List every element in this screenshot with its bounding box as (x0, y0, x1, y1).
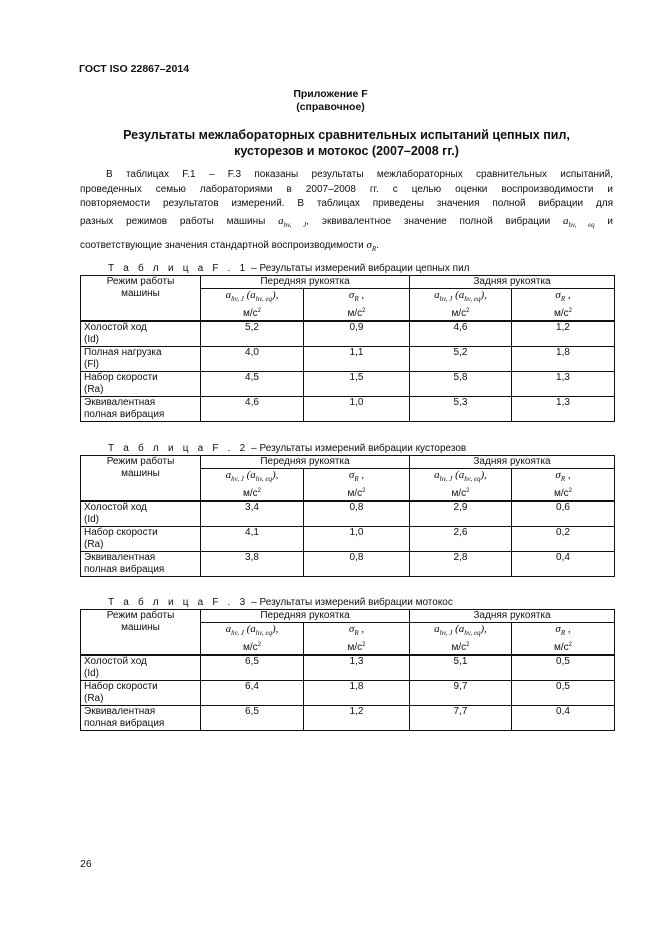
row-value: 1,0 (304, 527, 410, 552)
row-value: 1,2 (512, 321, 615, 347)
row-value: 5,2 (201, 321, 304, 347)
front-a-header: $a_{hv, J}$ $(a_{hv, eq})$, $м/с^2$ (201, 623, 304, 656)
front-sigma-header: $\sigma_R$ , $м/с^2$ (304, 469, 410, 502)
results-table (80, 609, 615, 731)
para-line-5: соответствующие значения стандартной воспроизводимости $\sigma_R$. (80, 239, 379, 254)
table-caption (108, 597, 453, 608)
table-row (81, 372, 615, 397)
table-row (81, 347, 615, 372)
table-label: Т а б л и ц а F . 2 (108, 443, 249, 454)
row-mode: Эквивалентная полная вибрация (81, 706, 201, 731)
front-sigma-header: $\sigma_R$ , $м/с^2$ (304, 289, 410, 322)
row-mode: Эквивалентная полная вибрация (81, 397, 201, 422)
table-caption (108, 443, 466, 454)
row-mode: Набор скорости (Ra) (81, 372, 201, 397)
row-value: 6,5 (201, 655, 304, 681)
row-value: 9,7 (410, 681, 512, 706)
para-line-3: повторяемости результатов измерений. В таблицах приведены значения полной вибрации для (80, 198, 613, 209)
table-caption-text: – Результаты измерений вибрации цепных пил (251, 263, 470, 274)
table-row (81, 681, 615, 706)
row-value: 2,9 (410, 501, 512, 527)
row-value: 5,2 (410, 347, 512, 372)
intro-paragraph (80, 168, 613, 257)
row-value: 0,8 (304, 501, 410, 527)
row-value: 0,8 (304, 552, 410, 577)
rear-handle-header: Задняя рукоятка (410, 610, 615, 623)
row-mode: Набор скорости (Ra) (81, 527, 201, 552)
page-number: 26 (80, 858, 92, 870)
row-value: 1,1 (304, 347, 410, 372)
table-row (81, 706, 615, 731)
front-a-header: $a_{hv, J}$ $(a_{hv, eq})$, $м/с^2$ (201, 469, 304, 502)
rear-handle-header: Задняя рукоятка (410, 276, 615, 289)
front-handle-header: Передняя рукоятка (201, 610, 410, 623)
row-value: 4,0 (201, 347, 304, 372)
row-value: 7,7 (410, 706, 512, 731)
para-line-1: В таблицах F.1 – F.3 показаны результаты межлабораторных сравнительных испытаний, (106, 169, 613, 180)
rear-a-header: $a_{hv, J}$ $(a_{hv, eq})$, $м/с^2$ (410, 289, 512, 322)
row-value: 3,8 (201, 552, 304, 577)
title-line-1: Результаты межлабораторных сравнительных испытаний цепных пил, (123, 128, 570, 142)
front-sigma-header: $\sigma_R$ , $м/с^2$ (304, 623, 410, 656)
front-handle-header: Передняя рукоятка (201, 276, 410, 289)
standard-header: ГОСТ ISO 22867–2014 (79, 63, 190, 75)
para-line-5a: соответствующие значения стандартной воспроизводимости (80, 240, 364, 252)
row-value: 1,3 (512, 372, 615, 397)
row-value: 4,1 (201, 527, 304, 552)
para-line-2: проведенных семью лабораториями в 2007–2008 гг. с целью оценки воспроизводимости и (80, 183, 613, 195)
row-value: 1,3 (304, 655, 410, 681)
row-value: 1,5 (304, 372, 410, 397)
row-value: 4,6 (201, 397, 304, 422)
row-value: 4,5 (201, 372, 304, 397)
table-label: Т а б л и ц а F . 3 (108, 597, 249, 608)
row-value: 0,6 (512, 501, 615, 527)
row-value: 1,2 (304, 706, 410, 731)
row-mode: Эквивалентная полная вибрация (81, 552, 201, 577)
row-value: 1,3 (512, 397, 615, 422)
row-value: 5,3 (410, 397, 512, 422)
table-label: Т а б л и ц а F . 1 (108, 263, 249, 274)
mode-header: Режим работы машины (81, 456, 201, 502)
row-value: 1,0 (304, 397, 410, 422)
row-value: 2,8 (410, 552, 512, 577)
table-row (81, 397, 615, 422)
row-mode: Полная нагрузка (Fl) (81, 347, 201, 372)
row-value: 3,4 (201, 501, 304, 527)
para-line-4b: , эквивалентное значение полной вибрации (306, 215, 551, 227)
annex-title: Приложение F (293, 88, 368, 100)
para-line-4 (80, 214, 613, 233)
row-value: 6,4 (201, 681, 304, 706)
row-value: 1,8 (304, 681, 410, 706)
document-title (80, 127, 613, 159)
front-handle-header: Передняя рукоятка (201, 456, 410, 469)
table-row (81, 321, 615, 347)
rear-sigma-header: $\sigma_R$ , $м/с^2$ (512, 623, 615, 656)
results-table (80, 275, 615, 422)
mode-header: Режим работы машины (81, 610, 201, 656)
row-value: 0,5 (512, 681, 615, 706)
sigma-r-symbol: $\sigma_R$ (366, 239, 377, 254)
rear-sigma-header: $\sigma_R$ , $м/с^2$ (512, 469, 615, 502)
para-line-4c: и (607, 215, 614, 227)
rear-handle-header: Задняя рукоятка (410, 456, 615, 469)
annex-heading (0, 88, 661, 114)
row-value: 4,6 (410, 321, 512, 347)
row-mode: Холостой ход (Id) (81, 501, 201, 527)
table-caption-text: – Результаты измерений вибрации мотокос (251, 597, 453, 608)
results-table (80, 455, 615, 577)
rear-sigma-header: $\sigma_R$ , $м/с^2$ (512, 289, 615, 322)
table-row (81, 501, 615, 527)
row-value: 0,9 (304, 321, 410, 347)
front-a-header: $a_{hv, J}$ $(a_{hv, eq})$, $м/с^2$ (201, 289, 304, 322)
a-hvj-symbol: $a_{hv, J}$ (278, 214, 307, 229)
rear-a-header: $a_{hv, J}$ $(a_{hv, eq})$, $м/с^2$ (410, 623, 512, 656)
row-value: 5,8 (410, 372, 512, 397)
row-value: 0,5 (512, 655, 615, 681)
row-mode: Холостой ход (Id) (81, 655, 201, 681)
row-value: 6,5 (201, 706, 304, 731)
row-mode: Холостой ход (Id) (81, 321, 201, 347)
row-value: 5,1 (410, 655, 512, 681)
row-value: 1,8 (512, 347, 615, 372)
row-value: 0,4 (512, 706, 615, 731)
row-value: 2,6 (410, 527, 512, 552)
a-hveq-symbol: $a_{hv, eq}$ (562, 214, 595, 229)
annex-note: (справочное) (296, 101, 365, 113)
row-value: 0,2 (512, 527, 615, 552)
table-caption-text: – Результаты измерений вибрации кусторезов (251, 443, 467, 454)
rear-a-header: $a_{hv, J}$ $(a_{hv, eq})$, $м/с^2$ (410, 469, 512, 502)
title-line-2: кусторезов и мотокос (2007–2008 гг.) (234, 144, 459, 158)
para-line-4a: разных режимов работы машины (80, 215, 266, 227)
row-mode: Набор скорости (Ra) (81, 681, 201, 706)
table-row (81, 527, 615, 552)
table-row (81, 552, 615, 577)
row-value: 0,4 (512, 552, 615, 577)
table-caption (108, 263, 470, 274)
table-row (81, 655, 615, 681)
mode-header: Режим работы машины (81, 276, 201, 322)
